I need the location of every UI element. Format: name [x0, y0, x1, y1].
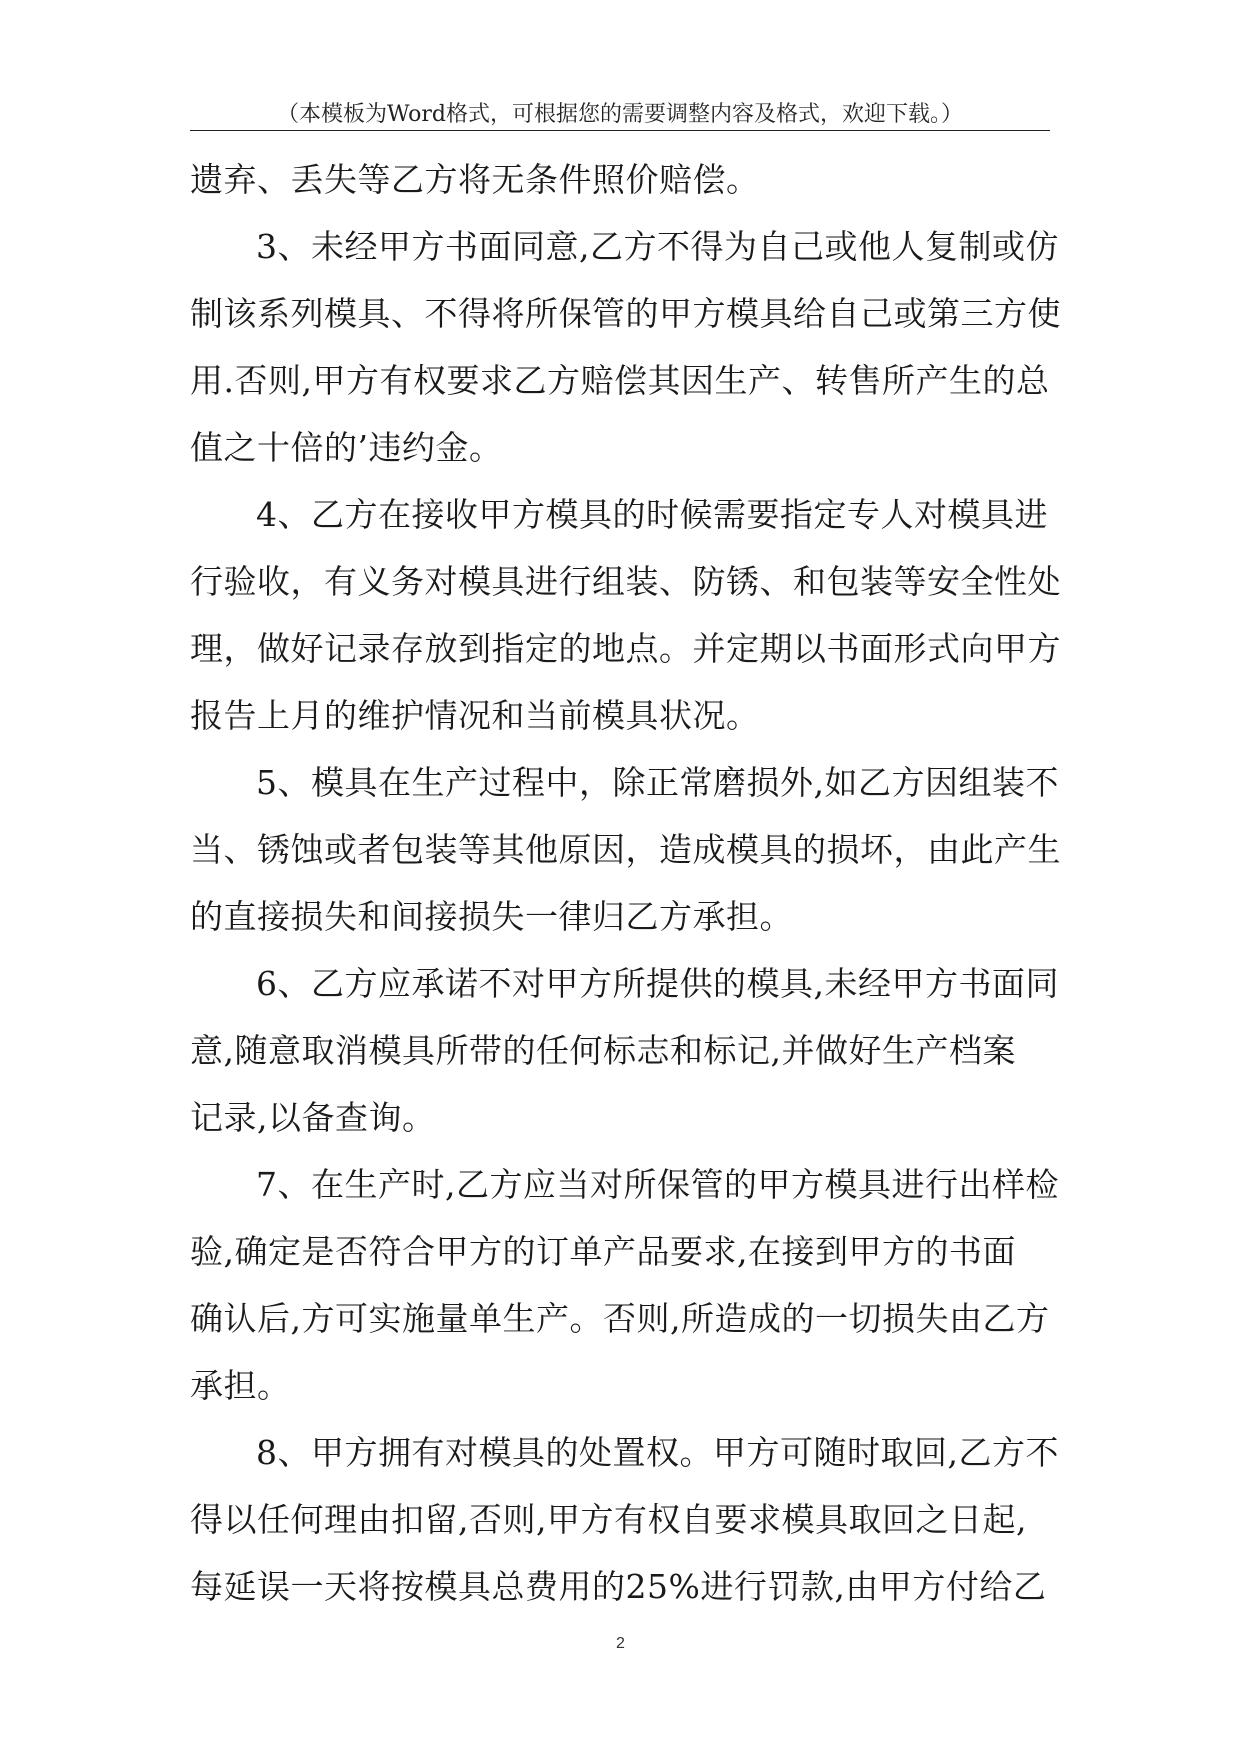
- text-line: 报告上月的维护情况和当前模具状况。: [190, 696, 760, 735]
- text-line: 确认后,方可实施量单生产。否则,所造成的一切损失由乙方: [190, 1299, 1050, 1338]
- clause-7-line: 7、在生产时,乙方应当对所保管的甲方模具进行出样检: [256, 1165, 1059, 1204]
- text-line: 制该系列模具、不得将所保管的甲方模具给自己或第三方使: [190, 294, 1061, 333]
- text-line: 每延误一天将按模具总费用的25%进行罚款,由甲方付给乙: [190, 1567, 1047, 1606]
- clause-4-line: 4、乙方在接收甲方模具的时候需要指定专人对模具进: [256, 495, 1048, 534]
- text-line: 承担。: [190, 1366, 291, 1405]
- text-line: 用.否则,甲方有权要求乙方赔偿其因生产、转售所产生的总: [190, 361, 1050, 400]
- clause-3-line: 3、未经甲方书面同意,乙方不得为自己或他人复制或仿: [256, 227, 1059, 266]
- clause-5-line: 5、模具在生产过程中，除正常磨损外,如乙方因组装不: [256, 763, 1059, 802]
- text-line: 遗弃、丢失等乙方将无条件照价赔偿。: [190, 160, 760, 199]
- text-line: 记录,以备查询。: [190, 1098, 436, 1137]
- text-line: 验,确定是否符合甲方的订单产品要求,在接到甲方的书面: [190, 1232, 1016, 1271]
- text-line: 当、锈蚀或者包装等其他原因，造成模具的损坏，由此产生: [190, 830, 1061, 869]
- clause-8-line: 8、甲方拥有对模具的处置权。甲方可随时取回,乙方不: [256, 1433, 1059, 1472]
- contract-body: [190, 150, 1061, 1616]
- text-line: 的直接损失和间接损失一律归乙方承担。: [190, 897, 793, 936]
- header-divider: [190, 130, 1050, 131]
- text-line: 行验收，有义务对模具进行组装、防锈、和包装等安全性处: [190, 562, 1061, 601]
- text-line: 理，做好记录存放到指定的地点。并定期以书面形式向甲方: [190, 629, 1061, 668]
- clause-6-line: 6、乙方应承诺不对甲方所提供的模具,未经甲方书面同: [256, 964, 1059, 1003]
- template-header-note: （本模板为Word格式，可根据您的需要调整内容及格式，欢迎下载。）: [277, 102, 963, 127]
- text-line: 值之十倍的’违约金。: [190, 428, 503, 467]
- page-number: 2: [616, 1635, 625, 1652]
- text-line: 意,随意取消模具所带的任何标志和标记,并做好生产档案: [190, 1031, 1016, 1070]
- text-line: 得以任何理由扣留,否则,甲方有权自要求模具取回之日起,: [190, 1500, 1027, 1539]
